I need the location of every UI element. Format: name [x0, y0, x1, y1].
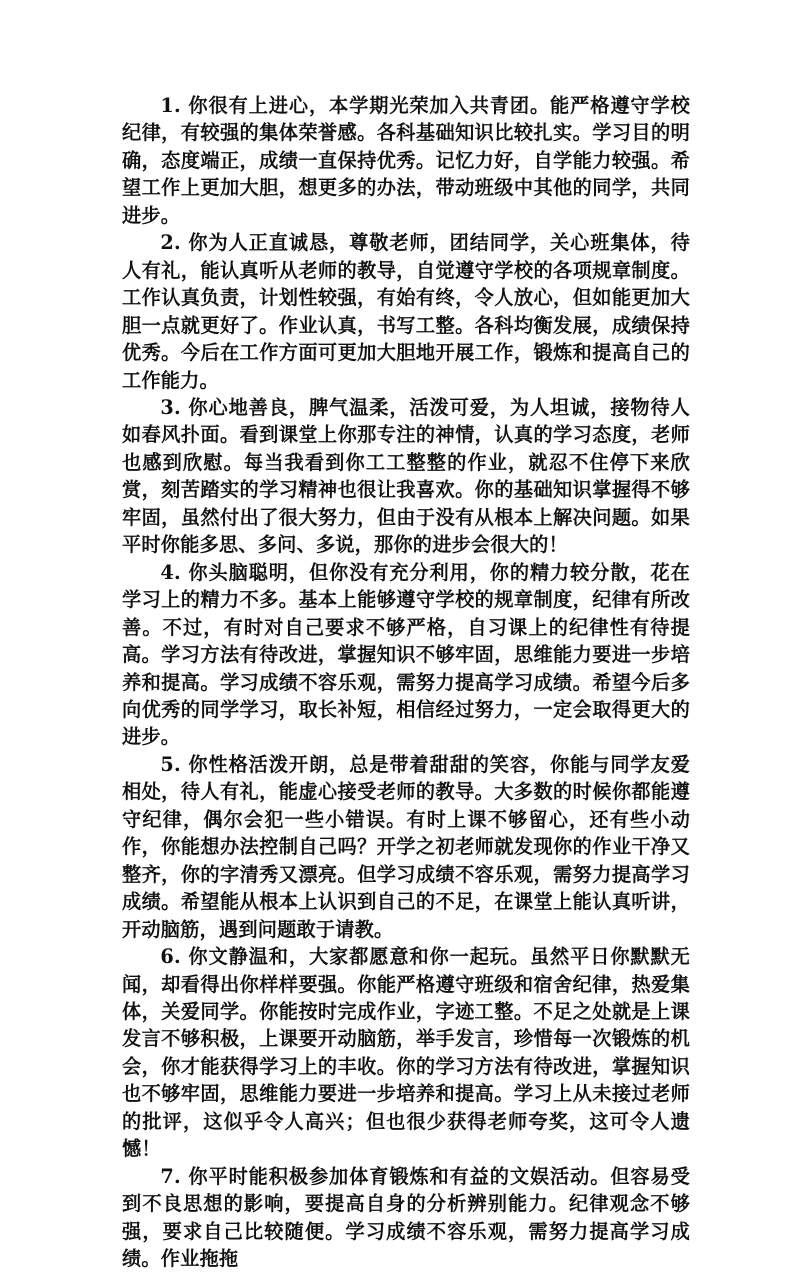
paragraph-1: 1. 你很有上进心，本学期光荣加入共青团。能严格遵守学校纪律，有较强的集体荣誉感。各科基础知识比较扎实。学习目的明确，态度端正，成绩一直保持优秀。记忆力好，自学能力较强。希望工作上更加大胆，想更多的办法，带动班级中其他的同学，共同进步。 [122, 94, 690, 227]
paragraph-2: 2. 你为人正直诚恳，尊敬老师，团结同学，关心班集体，待人有礼，能认真听从老师的教导，自觉遵守学校的各项规章制度。工作认真负责，计划性较强，有始有终，令人放心，但如能更加大胆一点就更好了。作业认真，书写工整。各科均衡发展，成绩保持优秀。今后在工作方面可更加大胆地开展工作，锻炼和提高自己的工作能力。 [122, 231, 690, 392]
paragraph-6: 6. 你文静温和，大家都愿意和你一起玩。虽然平日你默默无闻，却看得出你样样要强。你能严格遵守班级和宿舍纪律，热爱集体，关爱同学。你能按时完成作业，字迹工整。不足之处就是上课发言不够积极，上课要开动脑筋，举手发言，珍惜每一次锻炼的机会，你才能获得学习上的丰收。你的学习方法有待改进，掌握知识也不够牢固，思维能力要进一步培养和提高。学习上从未接过老师的批评，这似乎令人高兴；但也很少获得老师夸奖，这可令人遗憾！ [122, 945, 690, 1161]
document-body [122, 92, 690, 1272]
paragraph-4: 4. 你头脑聪明，但你没有充分利用，你的精力较分散，花在学习上的精力不多。基本上能够遵守学校的规章制度，纪律有所改善。不过，有时对自己要求不够严格，自习课上的纪律性有待提高。学习方法有待改进，掌握知识不够牢固，思维能力要进一步培养和提高。学习成绩不容乐观，需努力提高学习成绩。希望今后多向优秀的同学学习，取长补短，相信经过努力，一定会取得更大的进步。 [122, 560, 690, 749]
paragraph-5: 5. 你性格活泼开朗，总是带着甜甜的笑容，你能与同学友爱相处，待人有礼，能虚心接受老师的教导。大多数的时候你都能遵守纪律，偶尔会犯一些小错误。有时上课不够留心，还有些小动作，你能想办法控制自己吗？开学之初老师就发现你的作业干净又整齐，你的字清秀又漂亮。但学习成绩不容乐观，需努力提高学习成绩。希望能从根本上认识到自己的不足，在课堂上能认真听讲，开动脑筋，遇到问题敢于请教。 [122, 752, 690, 941]
paragraph-7: 7. 你平时能积极参加体育锻炼和有益的文娱活动。但容易受到不良思想的影响，要提高自身的分析辨别能力。纪律观念不够强，要求自己比较随便。学习成绩不容乐观，需努力提高学习成绩。作业拖拖 [122, 1164, 690, 1271]
paragraph-3: 3. 你心地善良，脾气温柔，活泼可爱，为人坦诚，接物待人如春风扑面。看到课堂上你那专注的神情，认真的学习态度，老师也感到欣慰。每当我看到你工工整整的作业，就忍不住停下来欣赏，刻苦踏实的学习精神也很让我喜欢。你的基础知识掌握得不够牢固，虽然付出了很大努力，但由于没有从根本上解决问题。如果平时你能多思、多问、多说，那你的进步会很大的！ [122, 395, 690, 557]
